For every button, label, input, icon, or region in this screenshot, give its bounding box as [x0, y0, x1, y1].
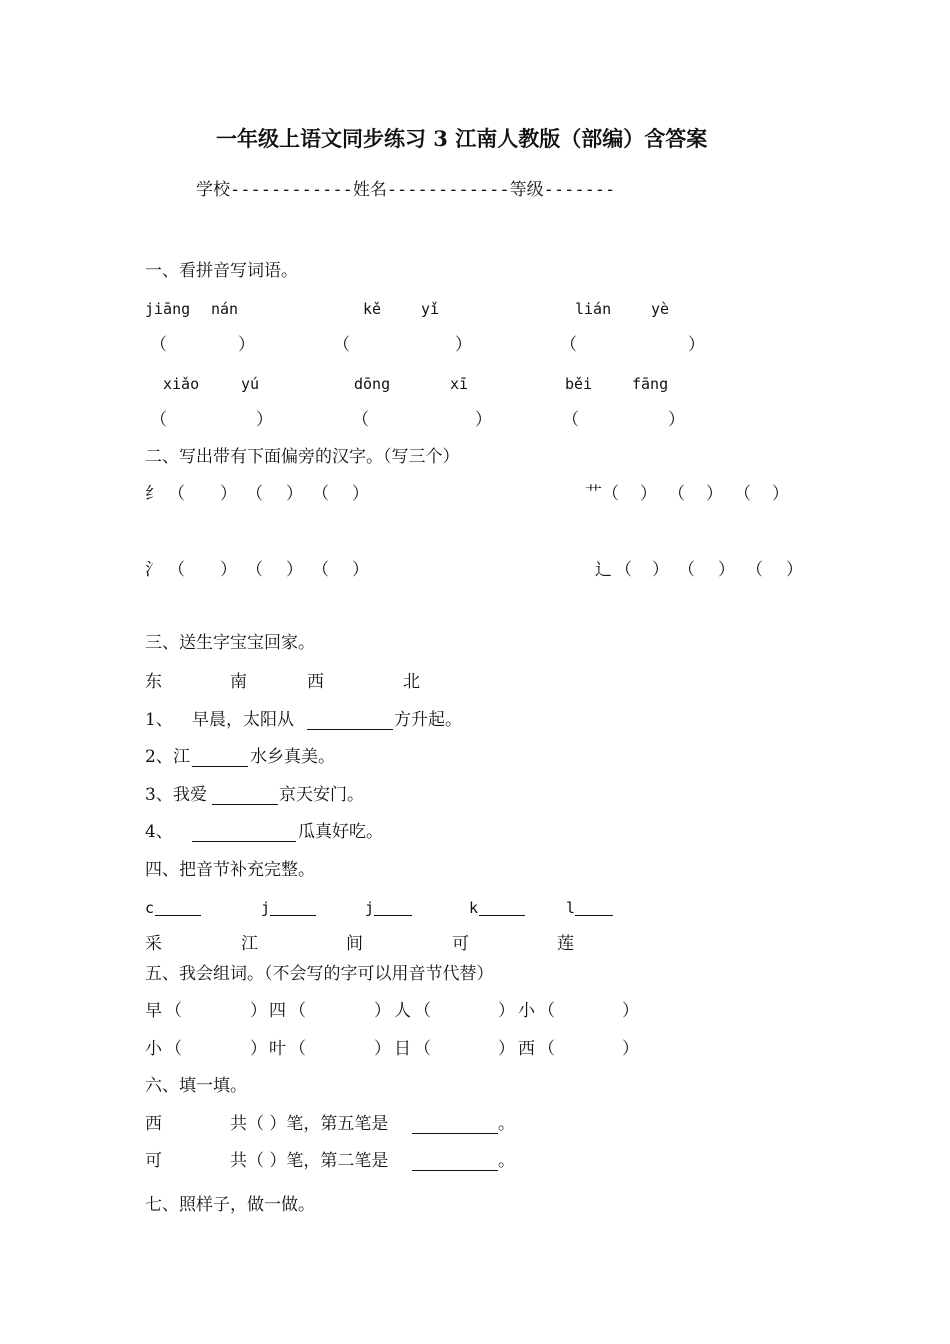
answer-paren-close: ）: [352, 560, 369, 580]
word-char: 早: [145, 1001, 162, 1021]
pinyin: yǐ: [421, 300, 440, 318]
answer-paren-open: （: [246, 560, 263, 580]
answer-paren-open: （: [168, 484, 185, 504]
answer-paren-close: ）: [220, 560, 237, 580]
answer-paren-close: ）: [640, 484, 657, 504]
radical: 辶: [595, 560, 612, 580]
choice-char: 西: [307, 672, 324, 692]
section5-heading: 五、我会组词。（不会写的字可以用音节代替）: [145, 964, 494, 984]
word-char: 西: [518, 1039, 535, 1059]
pinyin: dōng: [354, 375, 391, 393]
word-char: 日: [394, 1039, 411, 1059]
sentence-text: 水乡真美。: [250, 747, 335, 767]
fill-blank[interactable]: [270, 915, 316, 916]
answer-paren-open: （: [562, 410, 579, 430]
answer-paren-close: ）: [498, 1039, 515, 1059]
item-number: 3、: [145, 785, 173, 805]
answer-paren-close: ）: [475, 410, 492, 430]
answer-paren-close: ）: [238, 335, 255, 355]
pinyin: lián: [575, 300, 612, 318]
choice-char: 北: [403, 672, 420, 692]
fill-blank[interactable]: [155, 915, 201, 916]
header-line: 学校------------姓名------------等级-------: [196, 180, 616, 200]
choice-char: 东: [145, 672, 162, 692]
syllable-start: j: [365, 899, 375, 917]
answer-paren-open: （: [289, 1001, 306, 1021]
section7-heading: 七、照样子，做一做。: [145, 1195, 315, 1215]
syllable-start: j: [261, 899, 271, 917]
pinyin: jiāng: [145, 300, 191, 318]
stroke-end: 。: [498, 1151, 515, 1171]
syllable-start: k: [469, 899, 479, 917]
stroke-end: 。: [498, 1114, 515, 1134]
pinyin: kě: [363, 300, 382, 318]
answer-paren-open: （: [538, 1039, 555, 1059]
answer-paren-open: （: [333, 335, 350, 355]
choice-char: 南: [230, 672, 247, 692]
sentence-text: 瓜真好吃。: [298, 822, 383, 842]
stroke-char: 西: [145, 1114, 162, 1134]
fill-blank[interactable]: [479, 915, 525, 916]
answer-paren-open: （: [734, 484, 751, 504]
answer-paren-close: ）: [688, 335, 705, 355]
answer-paren-open: （: [168, 560, 185, 580]
answer-paren-close: ）: [286, 484, 303, 504]
answer-paren-open: （: [150, 335, 167, 355]
fill-blank[interactable]: [212, 804, 278, 805]
word-char: 小: [145, 1039, 162, 1059]
answer-paren-open: （: [678, 560, 695, 580]
answer-paren-open: （: [165, 1039, 182, 1059]
answer-paren-close: ）: [220, 484, 237, 504]
syllable-start: c: [145, 899, 155, 917]
fill-blank[interactable]: [374, 915, 412, 916]
answer-paren-open: （: [165, 1001, 182, 1021]
word-char: 小: [518, 1001, 535, 1021]
section1-heading: 一、看拼音写词语。: [145, 261, 298, 281]
answer-paren-close: ）: [668, 410, 685, 430]
answer-paren-open: （: [560, 335, 577, 355]
section4-heading: 四、把音节补充完整。: [145, 860, 315, 880]
syllable-char: 采: [145, 934, 162, 954]
sentence-text: 京天安门。: [279, 785, 364, 805]
answer-paren-open: （: [668, 484, 685, 504]
pinyin: fāng: [632, 375, 669, 393]
answer-paren-close: ）: [786, 560, 803, 580]
answer-paren-open: （: [746, 560, 763, 580]
pinyin: xiǎo: [163, 375, 200, 393]
syllable-char: 江: [241, 934, 258, 954]
syllable-char: 间: [346, 934, 363, 954]
answer-paren-close: ）: [455, 335, 472, 355]
sentence-text: 我爱: [173, 785, 207, 805]
answer-paren-close: ）: [718, 560, 735, 580]
stroke-char: 可: [145, 1151, 162, 1171]
radical: 艹: [585, 484, 602, 504]
answer-paren-open: （: [414, 1039, 431, 1059]
sentence-text: 方升起。: [394, 710, 462, 730]
answer-paren-close: ）: [706, 484, 723, 504]
pinyin: běi: [565, 375, 593, 393]
section2-heading: 二、写出带有下面偏旁的汉字。（写三个）: [145, 447, 460, 467]
answer-paren-open: （: [352, 410, 369, 430]
pinyin: xī: [450, 375, 469, 393]
answer-paren-open: （: [246, 484, 263, 504]
syllable-char: 可: [452, 934, 469, 954]
syllable-start: l: [566, 899, 576, 917]
pinyin: nán: [211, 300, 239, 318]
item-number: 1、: [145, 710, 173, 730]
stroke-text: 共（ ）笔，第二笔是: [230, 1151, 389, 1171]
answer-paren-open: （: [538, 1001, 555, 1021]
answer-paren-close: ）: [256, 410, 273, 430]
word-char: 人: [394, 1001, 411, 1021]
pinyin: yè: [651, 300, 670, 318]
answer-paren-open: （: [150, 410, 167, 430]
sentence-text: 早晨，太阳从: [192, 710, 294, 730]
word-char: 四: [269, 1001, 286, 1021]
answer-paren-open: （: [312, 560, 329, 580]
radical: 纟: [145, 484, 162, 504]
radical: 氵: [145, 560, 162, 580]
answer-paren-close: ）: [250, 1001, 267, 1021]
answer-paren-close: ）: [250, 1039, 267, 1059]
fill-blank[interactable]: [412, 1170, 498, 1171]
fill-blank[interactable]: [307, 729, 393, 730]
fill-blank[interactable]: [192, 766, 248, 767]
answer-paren-close: ）: [622, 1039, 639, 1059]
answer-paren-close: ）: [498, 1001, 515, 1021]
answer-paren-open: （: [414, 1001, 431, 1021]
section3-heading: 三、送生字宝宝回家。: [145, 633, 315, 653]
pinyin: yú: [241, 375, 260, 393]
word-char: 叶: [269, 1039, 286, 1059]
item-number: 2、: [145, 747, 173, 767]
answer-paren-close: ）: [622, 1001, 639, 1021]
stroke-text: 共（ ）笔，第五笔是: [230, 1114, 389, 1134]
section6-heading: 六、填一填。: [145, 1076, 247, 1096]
fill-blank[interactable]: [412, 1133, 498, 1134]
answer-paren-close: ）: [772, 484, 789, 504]
syllable-char: 莲: [557, 934, 574, 954]
item-number: 4、: [145, 822, 173, 842]
sentence-text: 江: [173, 747, 190, 767]
answer-paren-close: ）: [352, 484, 369, 504]
answer-paren-open: （: [615, 560, 632, 580]
answer-paren-open: （: [602, 484, 619, 504]
answer-paren-close: ）: [286, 560, 303, 580]
answer-paren-close: ）: [374, 1001, 391, 1021]
fill-blank[interactable]: [575, 915, 613, 916]
answer-paren-open: （: [289, 1039, 306, 1059]
answer-paren-close: ）: [374, 1039, 391, 1059]
answer-paren-close: ）: [652, 560, 669, 580]
answer-paren-open: （: [312, 484, 329, 504]
page-title: 一年级上语文同步练习 3 江南人教版（部编）含答案: [216, 126, 708, 151]
fill-blank[interactable]: [192, 841, 296, 842]
